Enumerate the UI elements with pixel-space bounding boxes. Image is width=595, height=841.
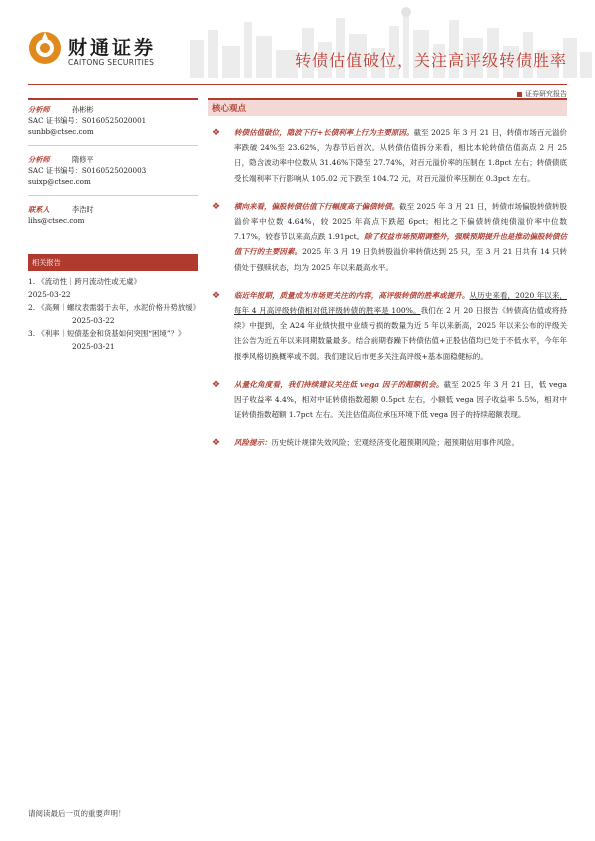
square-icon — [517, 92, 522, 97]
bullet-body-text: 2025 年 3 月 19 日负转股溢价率转债达到 25 只，至 3 月 21 日共有 14 只转债处于强赎状态，均为 2025 年以来最高水平。 — [234, 247, 568, 272]
bullet-body-text: 截至 2025 年 3 月 21 日，转债市场百元溢价率跌破 24%至 23.62%，为春节后首次。从转债估值拆分来看，相比本轮转债估值高点 2 月 25 日，隐含波动率中位数从 31.46%下降至 27.74%，对百元溢价率的压制在 1.8pct 左右；转债债底受长端利率下行影响从 105.02 元下跌至 104.72 元，对百元溢价率压制在 0.3pct 左右。 — [234, 128, 567, 183]
related-report-date: 2025-03-22 — [72, 316, 115, 325]
cert-number: S0160525020003 — [81, 166, 147, 175]
bullet-body-text: 我们在 2 月 20 日报告《转债高估值或将持续》中提到，全 A24 年业绩快报中业绩亏损的数量为近 5 年以来新高，2025 年以来公布的评级关注公告为近五年以来同期数量最多。结合前期春躁下转债估值+正股估值均已处于不低水平，今年年报季风格切换概率或不弱。我们建议后市更多关注高评级+基本面稳健标的。 — [234, 306, 567, 361]
cert-label: SAC 证书编号： — [28, 166, 82, 175]
key-point-bullet — [208, 288, 567, 364]
diamond-bullet-icon: ❖ — [212, 290, 221, 301]
analyst-card — [28, 154, 198, 187]
page-header — [0, 0, 595, 98]
cert-number: S0160525020001 — [81, 116, 147, 125]
sidebar-top-rule — [28, 98, 198, 100]
bullet-body-text: 从历史来看，2020 年以来，每年 4 月高评级转债相对低评级转债的胜率是 100%。 — [234, 290, 567, 316]
related-report-item[interactable] — [28, 301, 198, 327]
bullet-list — [208, 125, 567, 451]
related-report-date: 2025-03-21 — [72, 342, 115, 351]
key-point-bullet — [208, 125, 567, 186]
diamond-bullet-icon: ❖ — [212, 438, 221, 449]
core-views-section — [208, 98, 567, 451]
related-reports-header: 相关报告 — [28, 254, 198, 271]
report-type-label: 证券研究报告 — [525, 90, 567, 98]
diamond-bullet-icon: ❖ — [212, 379, 221, 390]
header-divider — [28, 84, 567, 85]
analyst-card — [28, 104, 198, 137]
cert-label: SAC 证书编号： — [28, 116, 82, 125]
bullet-body-text: 历史统计规律失效风险；宏观经济变化超预期风险；超预期信用事件风险。 — [271, 438, 519, 448]
bullet-lead-text: 风险提示： — [234, 438, 272, 448]
key-point-bullet — [208, 377, 567, 423]
related-report-title: 2. 《高频｜螺纹表需弱于去年，水泥价格升势放缓》 — [28, 303, 200, 312]
analyst-name: 隋修平 — [72, 155, 94, 164]
analyst-sidebar — [28, 98, 198, 234]
related-report-item[interactable] — [28, 275, 198, 301]
key-point-bullet — [208, 435, 567, 450]
diamond-bullet-icon: ❖ — [212, 201, 221, 212]
related-reports — [28, 254, 198, 353]
logo-name-cn: 财通证券 — [68, 37, 157, 59]
related-report-item[interactable] — [28, 327, 198, 353]
divider — [28, 145, 198, 146]
report-title: 转债估值破位，关注高评级转债胜率 — [294, 51, 567, 70]
bullet-lead-text: 从量化角度看，我们持续建议关注低 vega 因子的超额机会。 — [234, 379, 444, 389]
analyst-role: 分析师 — [28, 155, 50, 164]
caitong-logo-icon — [28, 31, 62, 65]
contact-name: 李浩时 — [72, 205, 94, 214]
core-views-header: 核心观点 — [208, 98, 567, 116]
bullet-lead-text: 临近年报期，质量成为市场更关注的内容，高评级转债的胜率或提升。 — [234, 290, 470, 300]
footer-disclaimer: 请阅读最后一页的重要声明！ — [28, 809, 126, 818]
bullet-lead-text: 除了权益市场预期调整外，强赎预期提升也是推动偏股转债估值下行的主要因素。 — [234, 232, 567, 257]
logo-name-en: CAITONG SECURITIES — [68, 58, 155, 67]
bullet-lead-text: 转债估值破位，隐波下行+长债利率上行为主要原因。 — [234, 128, 414, 137]
contact-card — [28, 204, 198, 226]
related-report-title: 1. 《流动性｜跨月流动性或无虞》 — [28, 277, 141, 286]
analyst-name: 孙彬彬 — [72, 105, 94, 114]
contact-email[interactable]: lihs@ctsec.com — [28, 216, 85, 225]
divider — [28, 195, 198, 196]
bullet-body-text: 截至 2025 年 3 月 21 日，转债市场偏股转债转股溢价率中位数 4.64%，较 2025 年高点下跌超 6pct；相比之下偏债转债纯债溢价率中位数 7.17%，较春节以来高点跌 1.91pct。 — [234, 201, 567, 242]
bullet-lead-text: 横向来看，偏股转债估值下行幅度高于偏债转债。 — [234, 201, 400, 211]
analyst-email[interactable]: suixp@ctsec.com — [28, 177, 91, 186]
diamond-bullet-icon: ❖ — [212, 128, 221, 138]
contact-role: 联系人 — [28, 205, 50, 214]
key-point-bullet — [208, 199, 567, 275]
related-report-date: 2025-03-22 — [28, 290, 71, 299]
analyst-email[interactable]: sunbb@ctsec.com — [28, 127, 94, 136]
related-report-title: 3. 《利率｜短债基金和货基如何突围“困境”？》 — [28, 329, 186, 338]
bullet-body-text: 截至 2025 年 3 月 21 日，低 vega 因子收益率 4.4%，相对中证转债指数超额 0.5pct 左右，小额低 vega 因子收益率 5.5%，相对中证转债指数超额 1.7pct 左右。关注估值高位承压环境下低 vega 因子的持续超额表现。 — [234, 379, 567, 420]
analyst-role: 分析师 — [28, 105, 50, 114]
